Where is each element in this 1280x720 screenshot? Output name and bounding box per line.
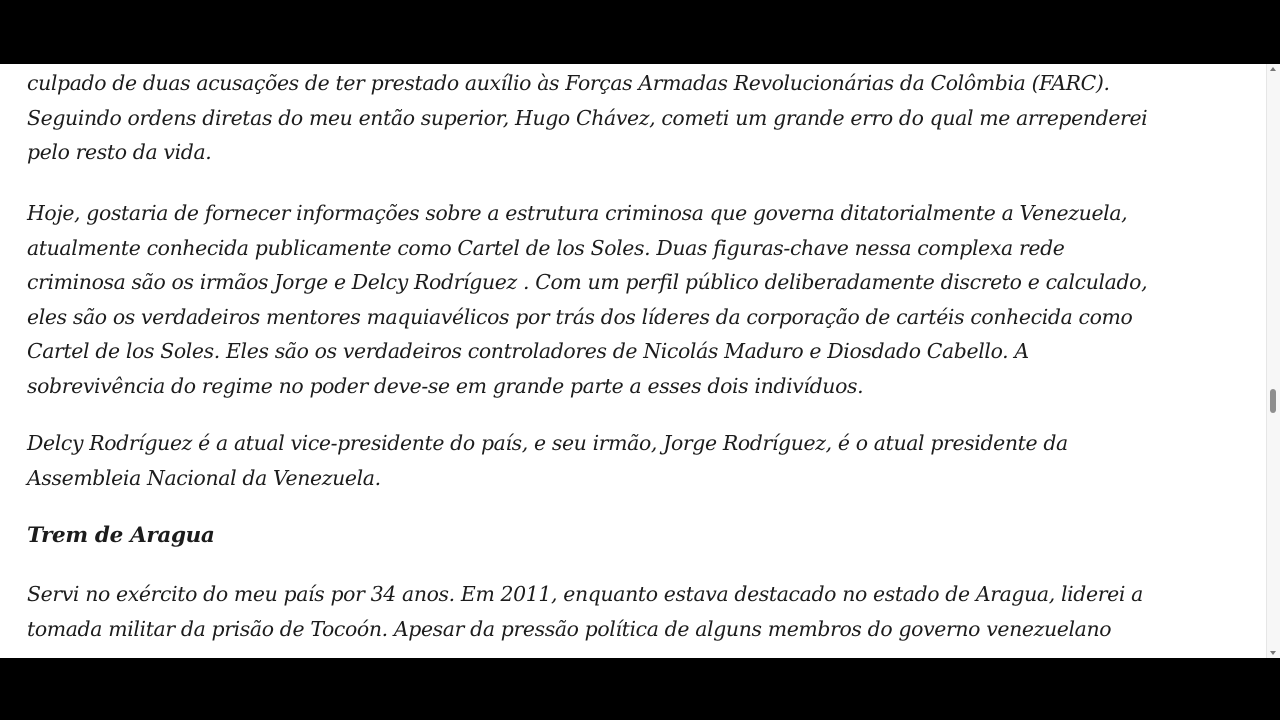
paragraph-2 [27,196,1147,403]
text-line: pelo resto da vida. [27,140,212,164]
text-line: culpado de duas acusações de ter prestado auxílio às Forças Armadas Revolucionárias da Colômbia (FARC). [27,71,1110,95]
text-line: eles são os verdadeiros mentores maquiavélicos por trás dos líderes da corporação de cartéis conhecida como [27,304,1133,329]
scrollbar-thumb[interactable] [1270,389,1276,413]
text-line: Delcy Rodríguez é a atual vice-presidente do país, e seu irmão, Jorge Rodríguez, é o atual presidente da [27,431,1068,455]
paragraph-4 [27,577,1143,646]
text-line: Hoje, gostaria de fornecer informações sobre a estrutura criminosa que governa ditatorialmente a Venezuela, [27,201,1128,225]
scroll-down-arrow-icon[interactable] [1270,651,1276,655]
document-viewport[interactable] [0,64,1280,658]
section-heading: Trem de Aragua [27,523,215,548]
text-line: tomada militar da prisão de Tocoón. Apesar da pressão política de alguns membros do governo venezuelano [27,616,1112,641]
scroll-up-arrow-icon[interactable] [1270,67,1276,71]
text-line: criminosa são os irmãos Jorge e Delcy Rodríguez . Com um perfil público deliberadamente discreto e calculado, [27,270,1148,294]
vertical-scrollbar[interactable] [1266,64,1280,658]
text-line: Assembleia Nacional da Venezuela. [27,465,381,490]
text-line: Seguindo ordens diretas do meu então superior, Hugo Chávez, cometi um grande erro do qual me arrependerei [27,105,1148,130]
text-line: atualmente conhecida publicamente como Cartel de los Soles. Duas figuras-chave nessa complexa rede [27,235,1065,260]
paragraph-3 [27,426,1068,495]
text-line: sobrevivência do regime no poder deve-se em grande parte a esses dois indivíduos. [27,373,864,398]
paragraph-1 [27,66,1147,170]
text-line: Servi no exército do meu país por 34 anos. Em 2011, enquanto estava destacado no estado de Aragua, liderei a [27,582,1143,606]
text-line: Cartel de los Soles. Eles são os verdadeiros controladores de Nicolás Maduro e Diosdado Cabello. A [27,339,1029,363]
